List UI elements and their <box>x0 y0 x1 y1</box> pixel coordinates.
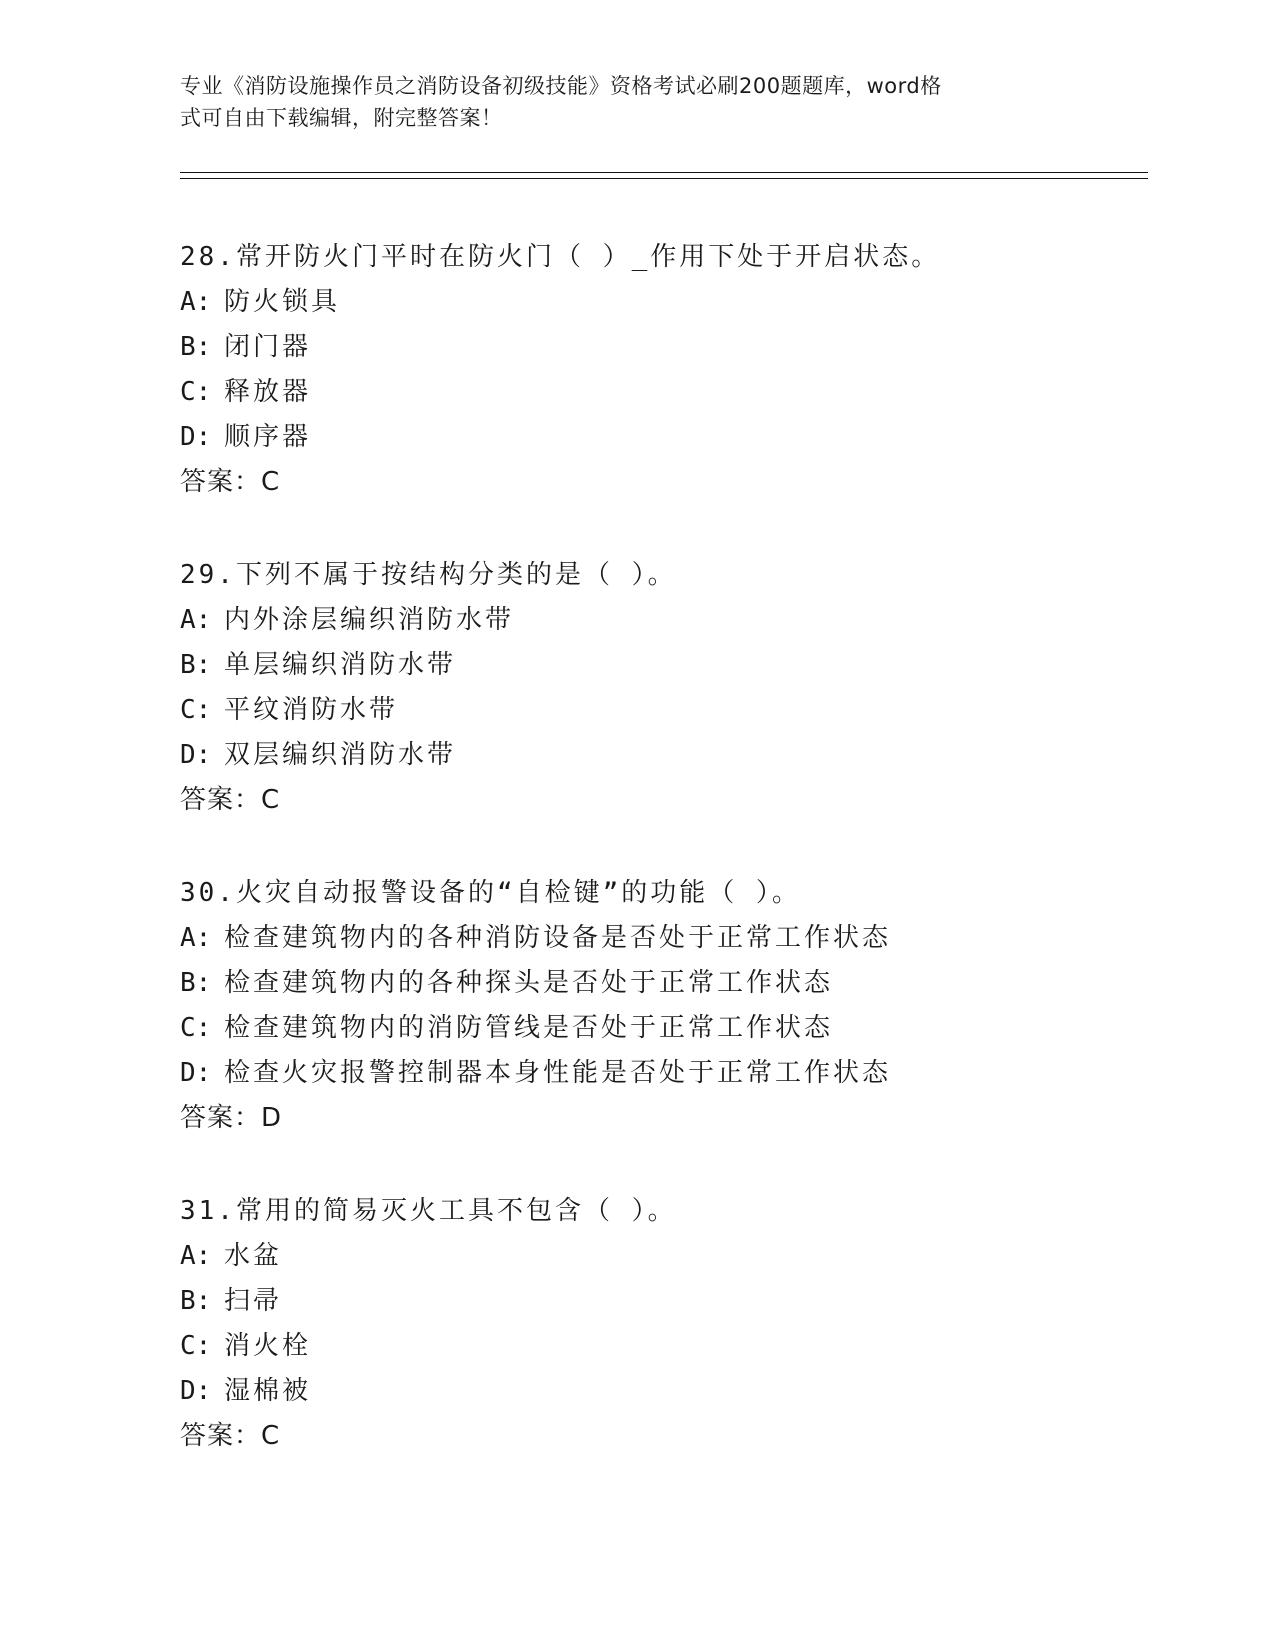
option-letter: C: <box>180 1013 212 1043</box>
option-text: 平纹消防水带 <box>224 695 399 725</box>
answer-line: 答案：C <box>180 1421 281 1451</box>
option-letter: D: <box>180 1376 212 1406</box>
option-b <box>180 643 1140 688</box>
option-d <box>180 1051 1140 1096</box>
answer-line: 答案：C <box>180 785 281 815</box>
header-line-2: 式可自由下载编辑，附完整答案！ <box>180 106 503 130</box>
question-28 <box>180 235 1140 505</box>
option-text: 水盆 <box>224 1241 283 1271</box>
question-30 <box>180 871 1140 1141</box>
document-header <box>180 70 1040 134</box>
question-31 <box>180 1189 1140 1459</box>
question-29 <box>180 553 1140 823</box>
option-d <box>180 415 1140 460</box>
option-letter: B: <box>180 968 212 998</box>
question-stem: 29.下列不属于按结构分类的是（ ）。 <box>180 560 677 590</box>
option-text: 检查火灾报警控制器本身性能是否处于正常工作状态 <box>224 1058 892 1088</box>
option-letter: B: <box>180 650 212 680</box>
option-c <box>180 688 1140 733</box>
option-c <box>180 1324 1140 1369</box>
option-letter: A: <box>180 923 212 953</box>
option-letter: A: <box>180 1241 212 1271</box>
option-text: 扫帚 <box>224 1286 283 1316</box>
option-letter: D: <box>180 1058 212 1088</box>
option-a <box>180 916 1140 961</box>
option-letter: D: <box>180 740 212 770</box>
option-text: 闭门器 <box>224 332 312 362</box>
option-d <box>180 733 1140 778</box>
option-text: 检查建筑物内的各种探头是否处于正常工作状态 <box>224 968 834 998</box>
option-d <box>180 1369 1140 1414</box>
option-text: 顺序器 <box>224 422 312 452</box>
option-b <box>180 325 1140 370</box>
option-letter: B: <box>180 332 212 362</box>
option-text: 内外涂层编织消防水带 <box>224 605 515 635</box>
header-line-1: 专业《消防设施操作员之消防设备初级技能》资格考试必刷200题题库，word格 <box>180 74 942 98</box>
option-text: 双层编织消防水带 <box>224 740 457 770</box>
answer-line: 答案：D <box>180 1103 283 1133</box>
answer-line: 答案：C <box>180 467 281 497</box>
option-text: 检查建筑物内的消防管线是否处于正常工作状态 <box>224 1013 834 1043</box>
question-stem: 30.火灾自动报警设备的“自检键”的功能（ ）。 <box>180 878 801 908</box>
option-letter: C: <box>180 377 212 407</box>
header-divider-top <box>180 172 1148 173</box>
question-stem: 31.常用的简易灭火工具不包含（ ）。 <box>180 1196 677 1226</box>
option-letter: C: <box>180 1331 212 1361</box>
option-text: 消火栓 <box>224 1331 312 1361</box>
option-text: 释放器 <box>224 377 312 407</box>
option-letter: A: <box>180 287 212 317</box>
option-letter: B: <box>180 1286 212 1316</box>
question-stem: 28.常开防火门平时在防火门（ ）_作用下处于开启状态。 <box>180 242 941 272</box>
option-a <box>180 598 1140 643</box>
option-c <box>180 370 1140 415</box>
question-list <box>180 235 1140 1507</box>
option-c <box>180 1006 1140 1051</box>
option-b <box>180 1279 1140 1324</box>
option-letter: C: <box>180 695 212 725</box>
option-text: 防火锁具 <box>224 287 341 317</box>
header-divider-bottom <box>180 178 1148 179</box>
option-a <box>180 280 1140 325</box>
option-text: 单层编织消防水带 <box>224 650 457 680</box>
option-text: 检查建筑物内的各种消防设备是否处于正常工作状态 <box>224 923 892 953</box>
option-letter: A: <box>180 605 212 635</box>
option-a <box>180 1234 1140 1279</box>
option-text: 湿棉被 <box>224 1376 312 1406</box>
option-letter: D: <box>180 422 212 452</box>
option-b <box>180 961 1140 1006</box>
